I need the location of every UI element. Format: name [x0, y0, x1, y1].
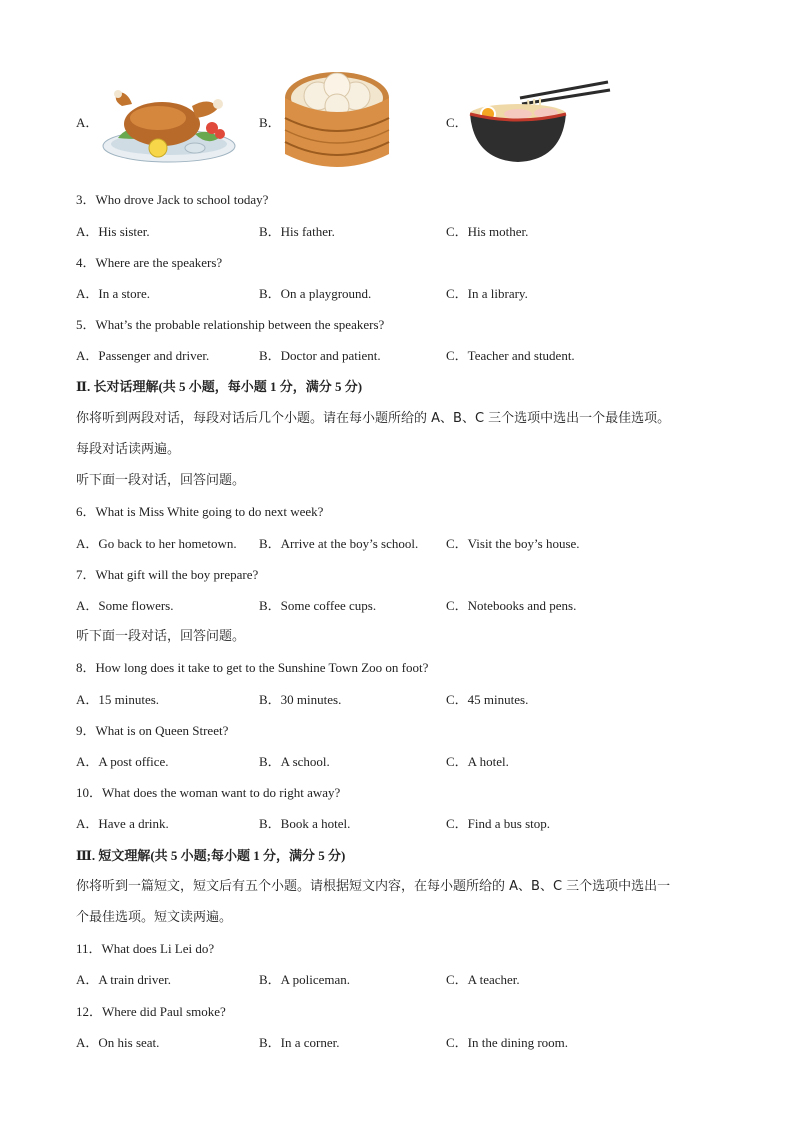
q3-option-a: A．His sister.: [76, 224, 150, 239]
question-10-stem: 10．What does the woman want to do right away?: [76, 785, 341, 800]
q4-option-a: A．In a store.: [76, 286, 151, 301]
section-3-instruction-line-1: 你将听到一篇短文，短文后有五个小题。请根据短文内容，在每小题所给的 A、B、C 三个选项中选出一: [76, 879, 671, 894]
option-c-label: C．: [446, 115, 468, 130]
question-6-stem: 6．What is Miss White going to do next week?: [76, 504, 324, 519]
q5-option-c: C．Teacher and student.: [446, 348, 575, 363]
q12-option-a: A．On his seat.: [76, 1035, 160, 1050]
q11-option-b: B．A policeman.: [259, 972, 350, 987]
q7-option-c: C．Notebooks and pens.: [446, 598, 577, 613]
q7-option-b: B．Some coffee cups.: [259, 598, 377, 613]
q6-option-c: C．Visit the boy’s house.: [446, 536, 580, 551]
q11-option-c: C．A teacher.: [446, 972, 520, 987]
question-7-stem: 7．What gift will the boy prepare?: [76, 567, 259, 582]
q9-option-a: A．A post office.: [76, 754, 169, 769]
q4-option-c: C．In a library.: [446, 286, 528, 301]
q9-option-b: B．A school.: [259, 754, 330, 769]
section-3-instruction-line-2: 个最佳选项。短文读两遍。: [76, 910, 233, 925]
q6-option-b: B．Arrive at the boy’s school.: [259, 536, 419, 551]
section-2-instruction-line-1: 你将听到两段对话，每段对话后几个小题。请在每小题所给的 A、B、C 三个选项中选出一个最佳选项。: [76, 411, 671, 426]
q8-option-a: A．15 minutes.: [76, 692, 160, 707]
section-3-title: Ⅲ. 短文理解(共 5 小题;每小题 1 分，满分 5 分): [76, 848, 346, 863]
question-11-stem: 11．What does Li Lei do?: [76, 941, 215, 956]
section-2-instruction-line-2: 每段对话读两遍。: [76, 442, 181, 457]
q3-option-c: C．His mother.: [446, 224, 529, 239]
q6-option-a: A．Go back to her hometown.: [76, 536, 237, 551]
question-9-stem: 9．What is on Queen Street?: [76, 723, 229, 738]
q8-option-b: B．30 minutes.: [259, 692, 342, 707]
noodle-bowl-icon: [468, 80, 612, 164]
q12-option-b: B．In a corner.: [259, 1035, 340, 1050]
q7-option-a: A．Some flowers.: [76, 598, 174, 613]
q10-option-a: A．Have a drink.: [76, 816, 169, 831]
option-b-label: B．: [259, 115, 281, 130]
q8-option-c: C．45 minutes.: [446, 692, 529, 707]
q4-option-b: B．On a playground.: [259, 286, 372, 301]
listen-dialogue-1-note: 听下面一段对话，回答问题。: [76, 473, 246, 488]
listen-dialogue-2-note: 听下面一段对话，回答问题。: [76, 629, 246, 644]
q5-option-a: A．Passenger and driver.: [76, 348, 210, 363]
question-5-stem: 5．What’s the probable relationship between the speakers?: [76, 317, 385, 332]
question-12-stem: 12．Where did Paul smoke?: [76, 1004, 226, 1019]
question-3-stem: 3．Who drove Jack to school today?: [76, 192, 269, 207]
option-a-label: A．: [76, 115, 99, 130]
steamed-buns-icon: [282, 68, 392, 174]
q3-option-b: B．His father.: [259, 224, 335, 239]
q5-option-b: B．Doctor and patient.: [259, 348, 381, 363]
q10-option-c: C．Find a bus stop.: [446, 816, 551, 831]
q10-option-b: B．Book a hotel.: [259, 816, 351, 831]
roast-chicken-icon: [100, 86, 238, 166]
question-8-stem: 8．How long does it take to get to the Sunshine Town Zoo on foot?: [76, 660, 429, 675]
q11-option-a: A．A train driver.: [76, 972, 171, 987]
q12-option-c: C．In the dining room.: [446, 1035, 569, 1050]
question-4-stem: 4．Where are the speakers?: [76, 255, 223, 270]
q9-option-c: C．A hotel.: [446, 754, 509, 769]
section-2-title: Ⅱ. 长对话理解(共 5 小题，每小题 1 分，满分 5 分): [76, 379, 363, 394]
